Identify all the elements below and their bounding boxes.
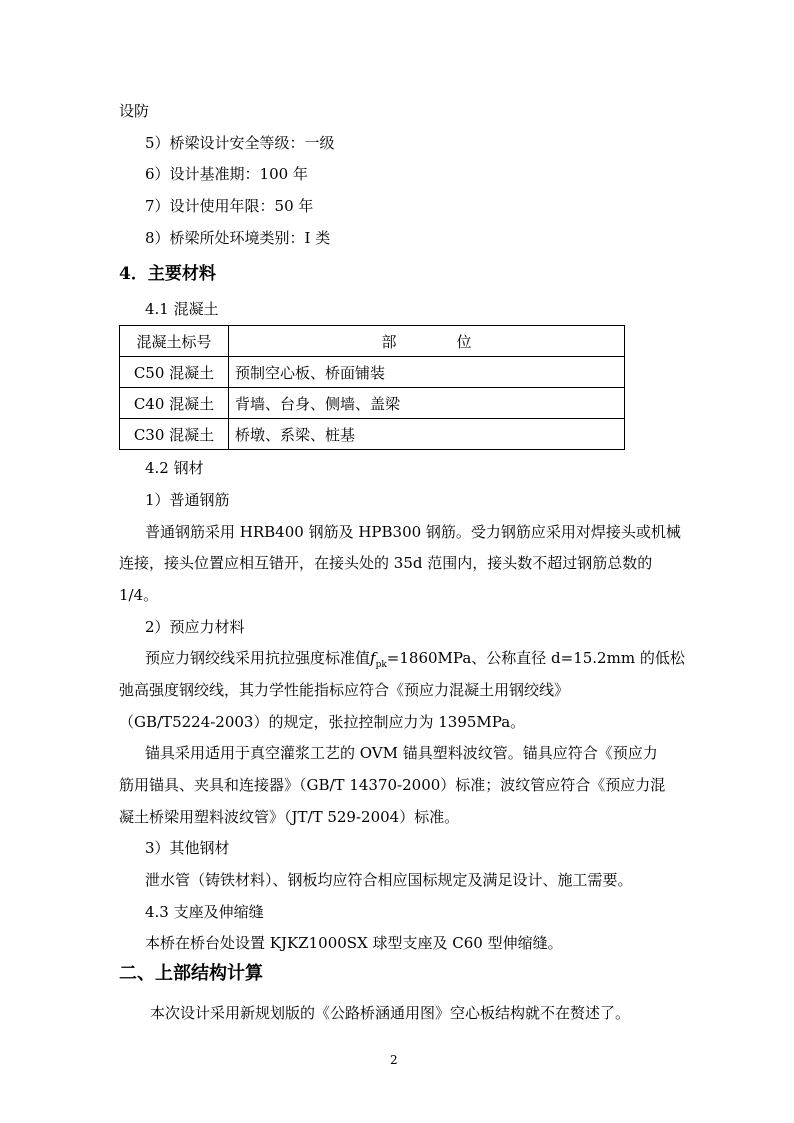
subsection-heading: 4.3 支座及伸缩缝 [145,903,264,921]
item-heading: 3）其他钢材 [145,839,230,857]
paragraph-line: 普通钢筋采用 HRB400 钢筋及 HPB300 钢筋。受力钢筋应采用对焊接头或机械 [145,523,681,541]
paragraph-line: 弛高强度钢绞线，其力学性能指标应符合《预应力混凝土用钢绞线》 [119,681,570,699]
section-heading: 4．主要材料 [119,264,216,284]
item-heading: 1）普通钢筋 [145,491,230,509]
paragraph-line: 泄水管（铸铁材料）、钢板均应符合相应国标规定及满足设计、施工需要。 [145,871,633,889]
paragraph-line [145,648,685,675]
table-row [120,388,625,419]
prestress-text-after: =1860MPa、公称直径 d=15.2mm 的低松 [386,649,685,667]
item-heading: 2）预应力材料 [145,618,245,636]
concrete-table [119,325,625,450]
table-cell-part: 桥墩、系梁、桩基 [229,419,625,450]
list-item: 5）桥梁设计安全等级：一级 [145,134,335,152]
table-header-grade: 混凝土标号 [120,326,229,357]
paragraph-line: 筋用锚具、夹具和连接器》（GB/T 14370-2000）标准；波纹管应符合《预应力混 [119,776,666,794]
subsection-heading: 4.2 钢材 [145,459,204,477]
list-item: 6）设计基准期：100 年 [145,165,308,183]
list-item: 8）桥梁所处环境类别：I 类 [145,229,331,247]
table-row [120,357,625,388]
table-row [120,419,625,450]
paragraph-line: 1/4。 [119,586,159,604]
paragraph-line: 凝土桥梁用塑料波纹管》（JT/T 529-2004）标准。 [119,808,460,826]
table-cell-part: 预制空心板、桥面铺装 [229,357,625,388]
paragraph-line: 连接，接头位置应相互错开，在接头处的 35d 范围内，接头数不超过钢筋总数的 [119,554,653,572]
paragraph-line: 本次设计采用新规划版的《公路桥涵通用图》空心板结构就不在赘述了。 [150,1004,631,1022]
prestress-text-before: 预应力钢绞线采用抗拉强度标准值 [145,649,371,667]
list-item: 7）设计使用年限：50 年 [145,197,314,215]
table-cell-part: 背墙、台身、侧墙、盖梁 [229,388,625,419]
subsection-heading: 4.1 混凝土 [145,300,219,318]
table-header-part: 部 位 [229,326,625,357]
page-number: 2 [390,1053,398,1067]
paragraph-line: 本桥在桥台处设置 KJKZ1000SX 球型支座及 C60 型伸缩缝。 [145,934,563,952]
table-cell-grade: C50 混凝土 [120,357,229,388]
paragraph-line: 锚具采用适用于真空灌浆工艺的 OVM 锚具塑料波纹管。锚具应符合《预应力 [145,744,658,762]
fpk-symbol: $f_{pk}$ [370,649,387,670]
part-heading: 二、上部结构计算 [119,963,263,984]
table-cell-grade: C40 混凝土 [120,388,229,419]
table-cell-grade: C30 混凝土 [120,419,229,450]
paragraph-line: （GB/T5224-2003）的规定，张拉控制应力为 1395MPa。 [119,713,526,731]
continued-text: 设防 [119,102,150,120]
table-header-row [120,326,625,357]
